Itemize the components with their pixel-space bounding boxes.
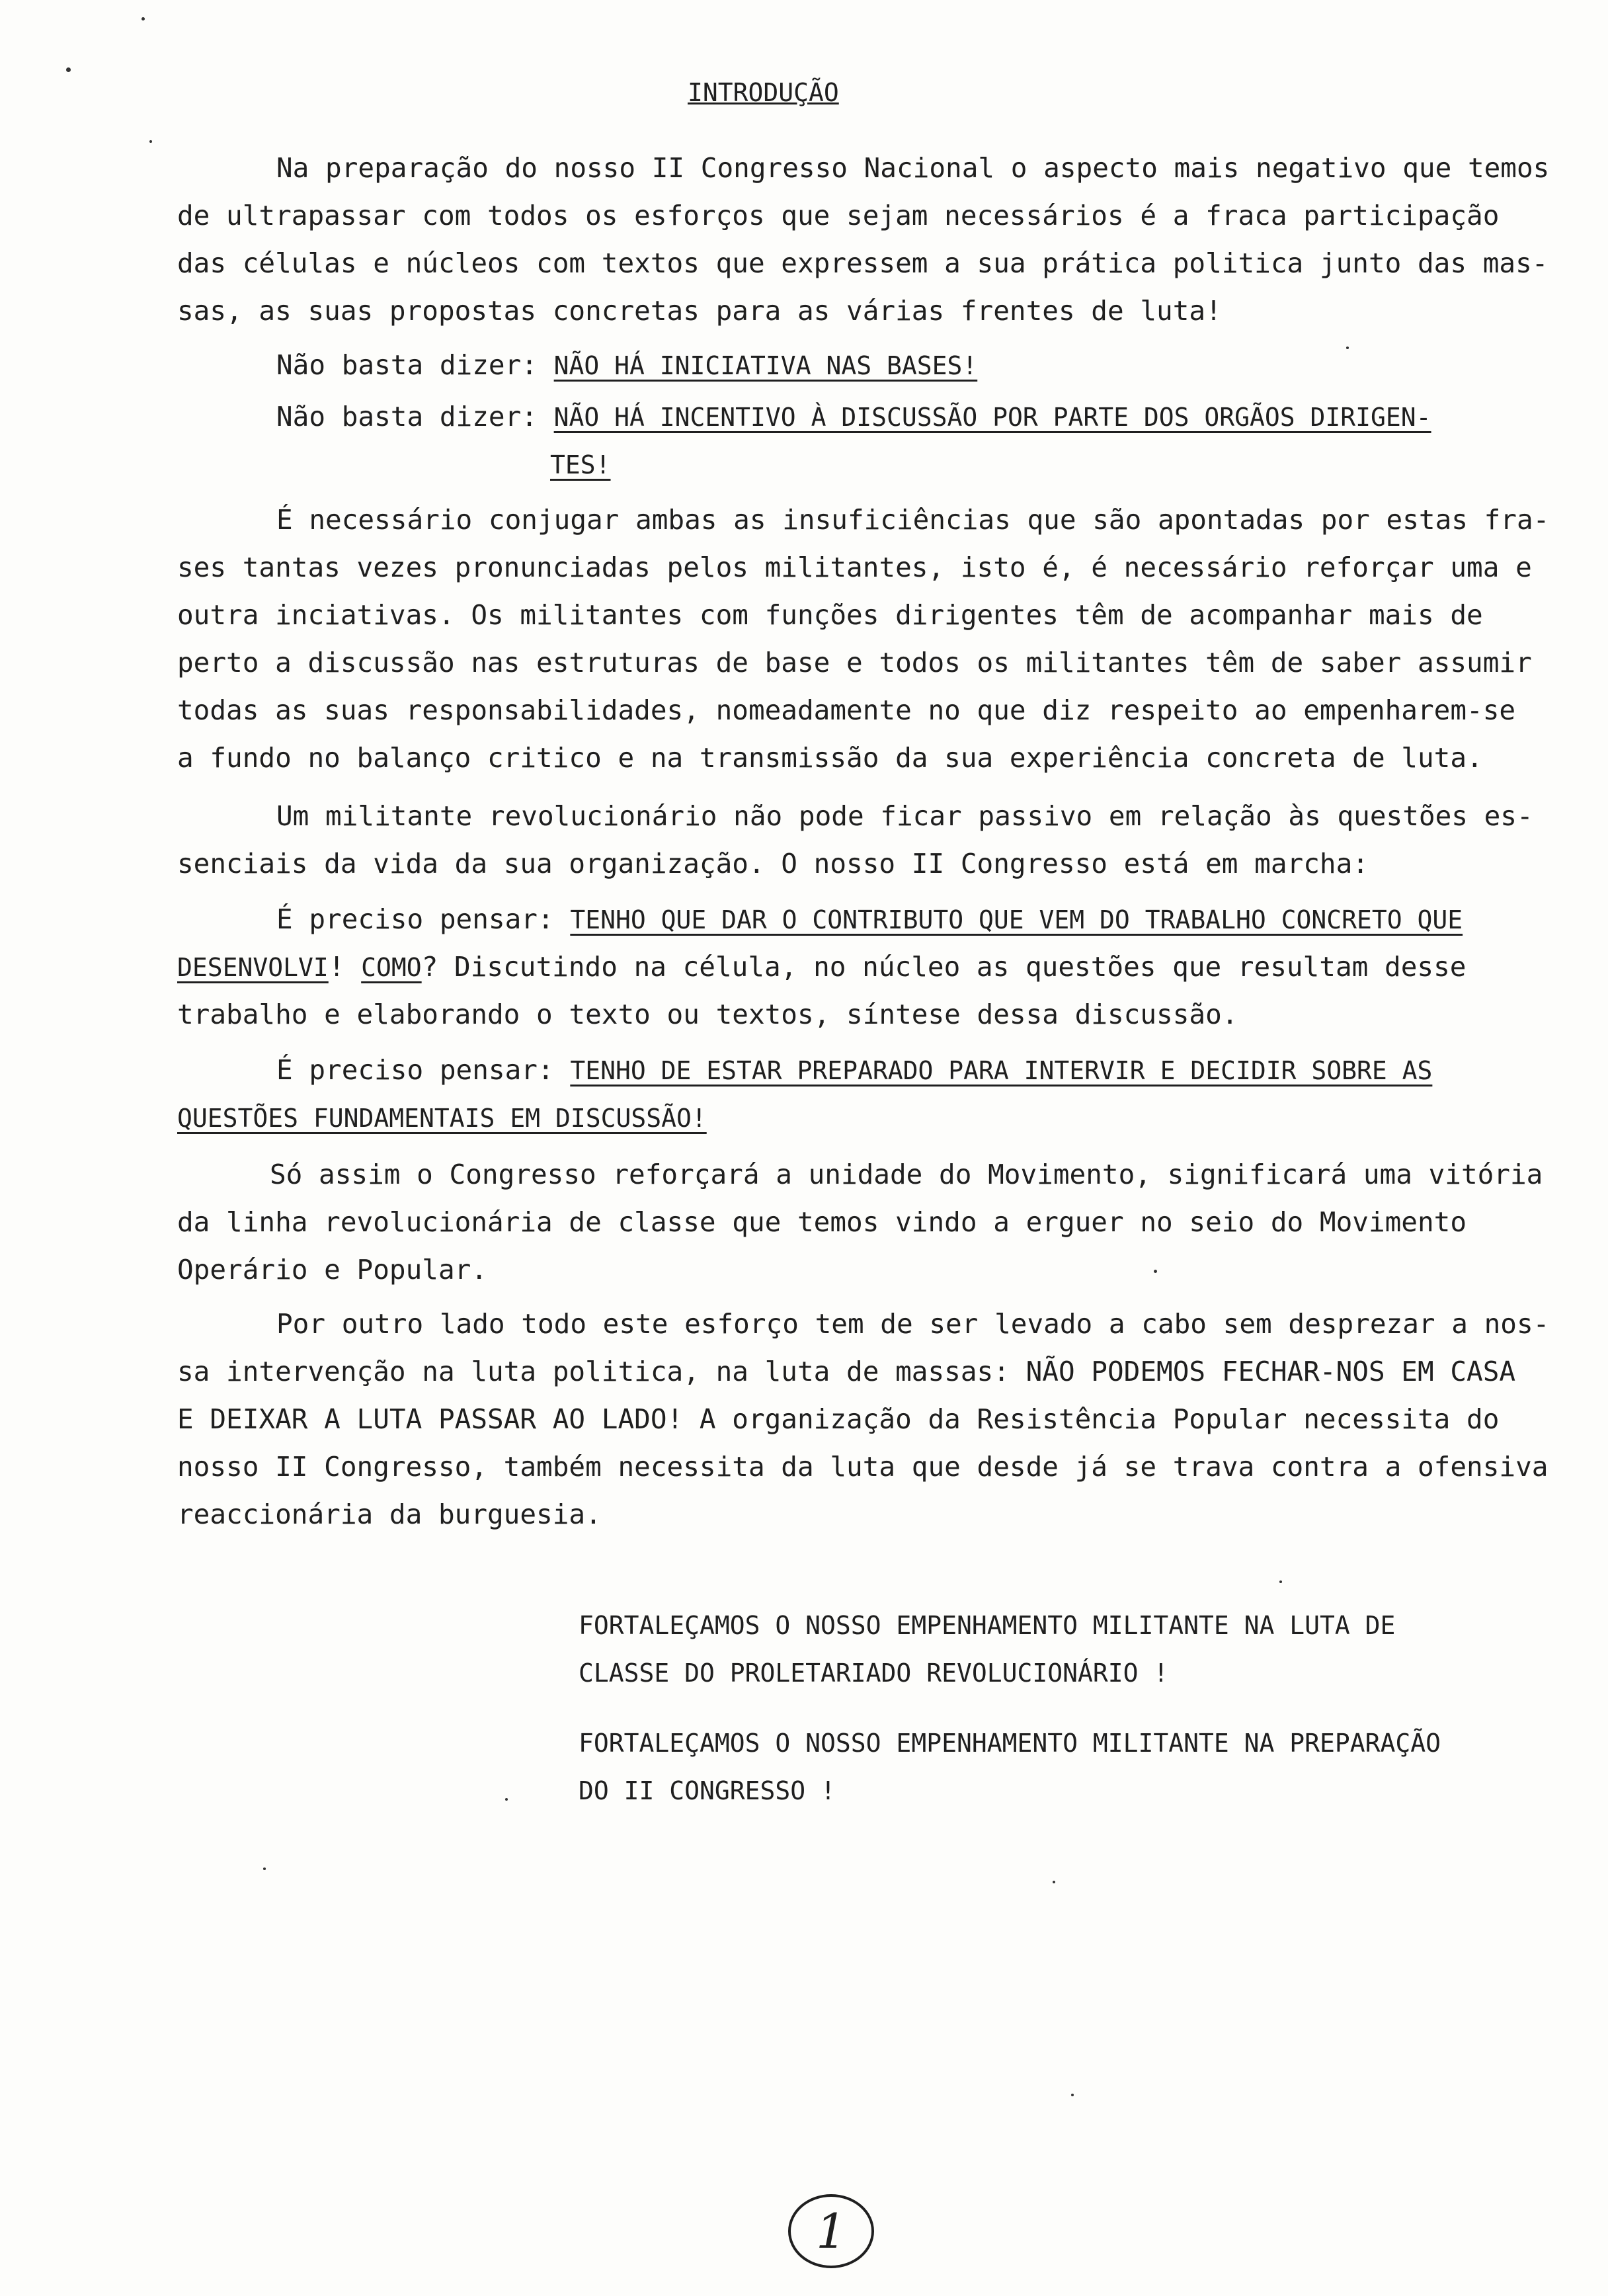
paragraph-5-line-2: sa intervenção na luta politica, na luta de massas: NÃO PODEMOS FECHAR-NOS EM CASA <box>177 1356 1516 1387</box>
paragraph-4-line-2: da linha revolucionária de classe que temos vindo a erguer no seio do Movimento <box>177 1206 1467 1238</box>
think-1-rest: ? Discutindo na célula, no núcleo as questões que resultam desse <box>421 951 1467 983</box>
scan-speck <box>1346 347 1349 349</box>
think-2-line-2 <box>177 1094 707 1142</box>
paragraph-4-line-1: Só assim o Congresso reforçará a unidade do Movimento, significará uma vitória <box>270 1159 1543 1190</box>
paragraph-2-line-6: a fundo no balanço critico e na transmissão da sua experiência concreta de luta. <box>177 742 1483 774</box>
statement-2-emphasis-end: TES! <box>550 450 611 479</box>
page-number: 1 <box>788 2194 874 2268</box>
paragraph-5-line-5: reaccionária da burguesia. <box>177 1498 602 1530</box>
statement-1-emphasis: NÃO HÁ INICIATIVA NAS BASES! <box>553 351 978 380</box>
closing-slogan-2-line-1: FORTALEÇAMOS O NOSSO EMPENHAMENTO MILITANTE NA PREPARAÇÃO <box>579 1729 1441 1758</box>
paragraph-2-line-3: outra inciativas. Os militantes com funções dirigentes têm de acompanhar mais de <box>177 599 1483 631</box>
scan-speck <box>263 1867 266 1870</box>
think-1-line-2 <box>177 943 1466 991</box>
think-2-line-1 <box>276 1046 1432 1094</box>
statement-2-continuation <box>550 440 611 489</box>
scan-speck <box>1053 1881 1055 1883</box>
think-1-mid: ! <box>328 951 362 983</box>
paragraph-5-line-1: Por outro lado todo este esforço tem de ser levado a cabo sem desprezar a nos- <box>276 1308 1550 1340</box>
think-2-emphasis: TENHO DE ESTAR PREPARADO PARA INTERVIR E DECIDIR SOBRE AS <box>570 1056 1433 1085</box>
paragraph-3-line-1: Um militante revolucionário não pode ficar passivo em relação às questões es- <box>276 800 1533 832</box>
statement-2-emphasis: NÃO HÁ INCENTIVO À DISCUSSÃO POR PARTE DOS ORGÃOS DIRIGEN- <box>553 403 1431 432</box>
think-1-emphasis-3: COMO <box>361 953 422 982</box>
paragraph-2-line-2: ses tantas vezes pronunciadas pelos militantes, isto é, é necessário reforçar uma e <box>177 552 1532 583</box>
think-2-prefix: É preciso pensar: <box>276 1054 571 1086</box>
page-title: INTRODUÇÃO <box>688 78 839 107</box>
think-2-emphasis-2: QUESTÕES FUNDAMENTAIS EM DISCUSSÃO! <box>177 1104 707 1133</box>
paragraph-1-line-2: de ultrapassar com todos os esforços que sejam necessários é a fraca participação <box>177 200 1500 231</box>
statement-1 <box>276 341 977 390</box>
paragraph-1-line-1: Na preparação do nosso II Congresso Nacional o aspecto mais negativo que temos <box>276 152 1550 184</box>
scan-speck <box>1154 1270 1157 1273</box>
paragraph-1-line-4: sas, as suas propostas concretas para as várias frentes de luta! <box>177 295 1222 327</box>
scan-speck <box>66 67 71 72</box>
scan-speck <box>1279 1580 1282 1583</box>
think-1-emphasis: TENHO QUE DAR O CONTRIBUTO QUE VEM DO TRABALHO CONCRETO QUE <box>570 905 1463 934</box>
paragraph-2-line-4: perto a discussão nas estruturas de base e todos os militantes têm de saber assumir <box>177 647 1532 678</box>
think-1-line-1 <box>276 895 1463 944</box>
paragraph-5-line-4: nosso II Congresso, também necessita da luta que desde já se trava contra a ofensiva <box>177 1451 1548 1483</box>
scan-speck <box>149 140 152 143</box>
think-1-prefix: É preciso pensar: <box>276 903 571 935</box>
closing-slogan-2-line-2: DO II CONGRESSO ! <box>579 1776 836 1805</box>
paragraph-2-line-5: todas as suas responsabilidades, nomeadamente no que diz respeito ao empenharem-se <box>177 694 1516 726</box>
closing-slogan-1-line-1: FORTALEÇAMOS O NOSSO EMPENHAMENTO MILITANTE NA LUTA DE <box>579 1611 1396 1640</box>
think-1-line-3: trabalho e elaborando o texto ou textos, síntese dessa discussão. <box>177 999 1238 1030</box>
paragraph-4-line-3: Operário e Popular. <box>177 1254 487 1286</box>
paragraph-2-line-1: É necessário conjugar ambas as insuficiências que são apontadas por estas fra- <box>276 504 1550 536</box>
scan-speck <box>505 1798 508 1801</box>
paragraph-1-line-3: das células e núcleos com textos que expressem a sua prática politica junto das mas- <box>177 247 1548 279</box>
statement-2-prefix: Não basta dizer: <box>276 401 554 432</box>
closing-slogan-1-line-2: CLASSE DO PROLETARIADO REVOLUCIONÁRIO ! <box>579 1659 1169 1688</box>
paragraph-5-line-3: E DEIXAR A LUTA PASSAR AO LADO! A organização da Resistência Popular necessita do <box>177 1403 1500 1435</box>
statement-2 <box>276 393 1431 441</box>
think-1-emphasis-2: DESENVOLVI <box>177 953 329 982</box>
statement-1-prefix: Não basta dizer: <box>276 349 554 381</box>
scan-speck <box>141 17 145 20</box>
scan-speck <box>1071 2094 1074 2096</box>
paragraph-3-line-2: senciais da vida da sua organização. O nosso II Congresso está em marcha: <box>177 848 1369 880</box>
